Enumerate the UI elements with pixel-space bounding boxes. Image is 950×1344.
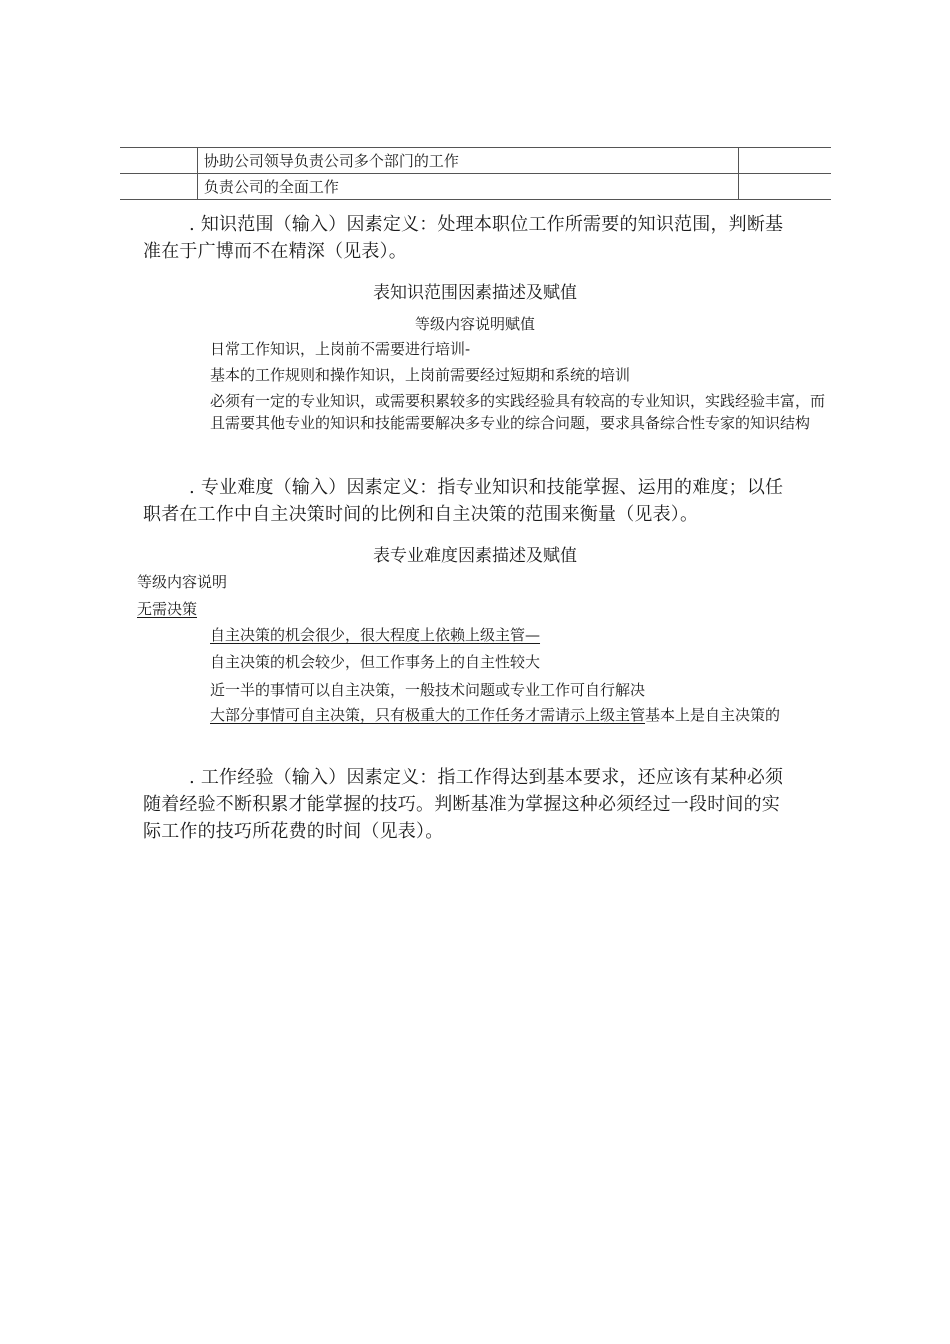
difficulty-paragraph-line: . 专业难度（输入）因素定义：指专业知识和技能掌握、运用的难度；以任 — [189, 477, 784, 498]
difficulty-item-underlined: 大部分事情可自主决策，只有极重大的工作任务才需请示上级主管 — [210, 706, 646, 724]
difficulty-item: 自主决策的机会较少，但工作事务上的自主性较大 — [210, 653, 541, 671]
table-cell-content: 负责公司的全面工作 — [197, 174, 738, 200]
difficulty-table-caption: 表专业难度因素描述及赋值 — [373, 546, 577, 566]
experience-paragraph-line: 际工作的技巧所花费的时间（见表）。 — [143, 821, 444, 842]
table-cell-level — [120, 148, 197, 174]
difficulty-item: 近一半的事情可以自主决策，一般技术问题或专业工作可自行解决 — [210, 681, 646, 699]
difficulty-level0: 无需决策 — [137, 600, 198, 618]
knowledge-item: 必须有一定的专业知识，或需要积累较多的实践经验具有较高的专业知识，实践经验丰富，而且需要其他专业的知识和技能需要解决多专业的综合问题，要求具备综合性专家的知识结构 — [210, 392, 826, 432]
difficulty-table-header: 等级内容说明 — [137, 573, 228, 591]
top-table — [120, 147, 831, 200]
difficulty-item-last — [210, 704, 830, 726]
knowledge-paragraph — [143, 211, 823, 265]
difficulty-paragraph — [143, 474, 823, 528]
knowledge-item: 日常工作知识，上岗前不需要进行培训- — [210, 340, 471, 358]
difficulty-item: 自主决策的机会很少，很大程度上依赖上级主管— — [210, 626, 541, 644]
table-row — [120, 174, 831, 200]
table-cell-value — [739, 174, 831, 200]
knowledge-table-caption: 表知识范围因素描述及赋值 — [373, 283, 577, 303]
experience-paragraph — [143, 764, 823, 845]
experience-paragraph-line: 随着经验不断积累才能掌握的技巧。判断基准为掌握这种必须经过一段时间的实 — [143, 794, 780, 815]
table-cell-content: 协助公司领导负责公司多个部门的工作 — [197, 148, 738, 174]
knowledge-paragraph-line: 准在于广博而不在精深（见表）。 — [143, 241, 407, 262]
table-cell-level — [120, 174, 197, 200]
table-cell-value — [739, 148, 831, 174]
knowledge-paragraph-line: . 知识范围（输入）因素定义：处理本职位工作所需要的知识范围，判断基 — [189, 214, 784, 235]
experience-paragraph-line: . 工作经验（输入）因素定义：指工作得达到基本要求，还应该有某种必须 — [189, 767, 784, 788]
knowledge-item: 基本的工作规则和操作知识，上岗前需要经过短期和系统的培训 — [210, 366, 631, 384]
difficulty-item-rest: 基本上是自主决策的 — [645, 706, 781, 724]
difficulty-paragraph-line: 职者在工作中自主决策时间的比例和自主决策的范围来衡量（见表）。 — [143, 504, 699, 525]
table-row — [120, 148, 831, 174]
knowledge-table-header: 等级内容说明赋值 — [414, 315, 535, 333]
